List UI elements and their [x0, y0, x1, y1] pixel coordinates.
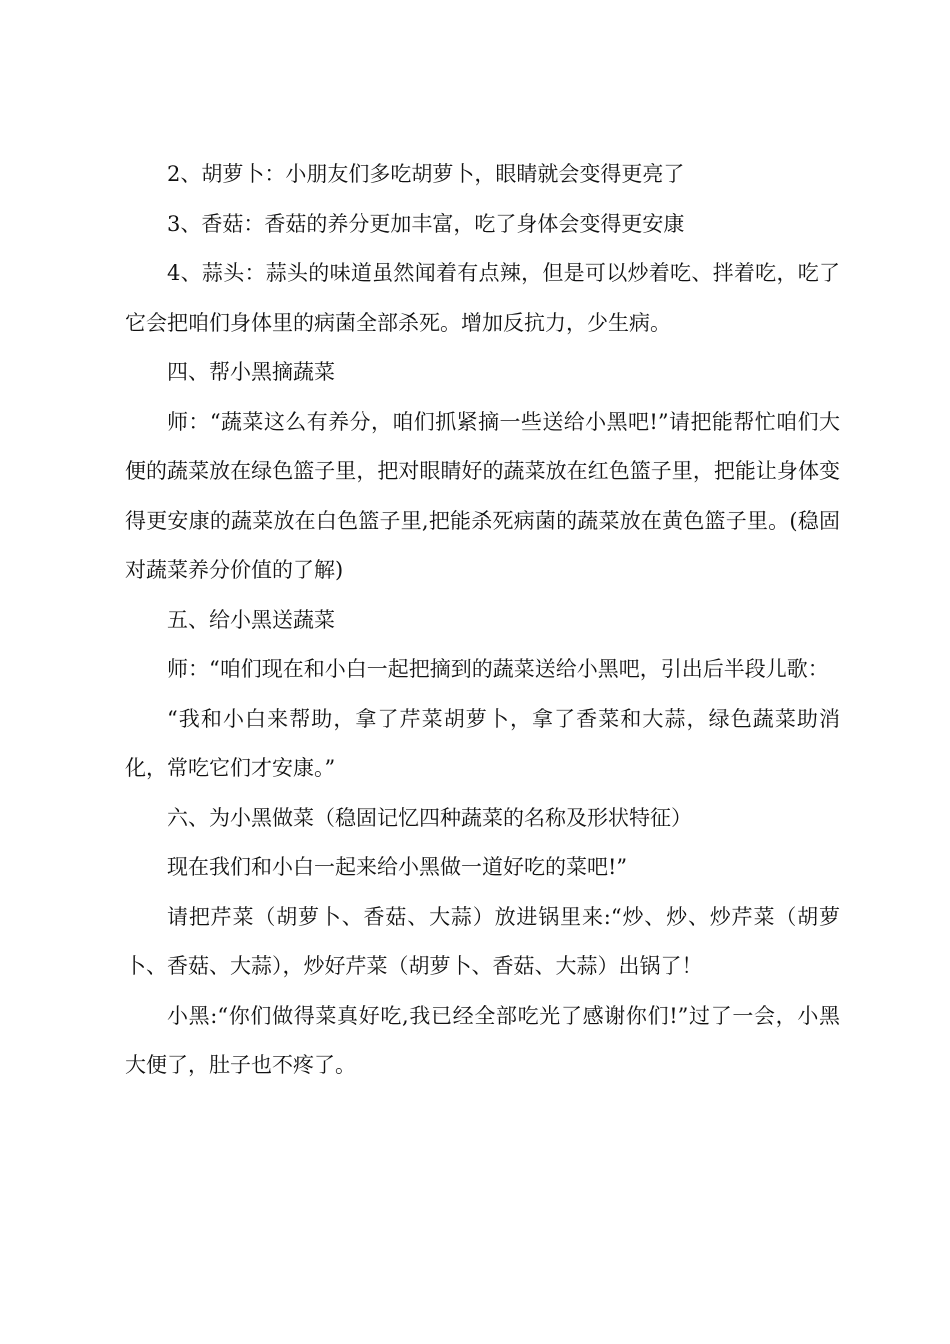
paragraph-teacher-send: 师：“咱们现在和小白一起把摘到的蔬菜送给小黑吧，引出后半段儿歌： [167, 657, 829, 681]
section-heading-pick-vegetables: 四、帮小黑摘蔬菜 [167, 360, 335, 384]
section-heading-send-vegetables: 五、给小黑送蔬菜 [167, 607, 335, 632]
paragraph-mushroom: 3、香菇：香菇的养分更加丰富，吃了身体会变得更安康 [167, 211, 685, 236]
paragraph-garlic: 4、蒜头：蒜头的味道虽然闻着有点辣，但是可以炒着吃、拌着吃，吃了它会把咱们身体里的病菌全部杀死。增加反抗力，少生病。 [125, 261, 840, 335]
paragraph-carrot: 2、胡萝卜：小朋友们多吃胡萝卜，眼睛就会变得更亮了 [167, 162, 685, 186]
paragraph-cook-intro: 现在我们和小白一起来给小黑做一道好吃的菜吧!” [167, 855, 628, 879]
paragraph-cook-steps: 请把芹菜（胡萝卜、香菇、大蒜）放进锅里来:“炒、炒、炒芹菜（胡萝卜、香菇、大蒜），炒好芹菜（胡萝卜、香菇、大蒜）出锅了！ [125, 904, 840, 978]
document-body [125, 150, 840, 1091]
paragraph-xiaohei: 小黑:“你们做得菜真好吃,我已经全部吃光了感谢你们!”过了一会，小黑大便了，肚子也不疼了。 [125, 1003, 840, 1077]
paragraph-teacher-baskets: 师：“蔬菜这么有养分，咱们抓紧摘一些送给小黑吧!”请把能帮忙咱们大便的蔬菜放在绿色篮子里，把对眼睛好的蔬菜放在红色篮子里，把能让身体变得更安康的蔬菜放在白色篮子里,把能杀死病菌的蔬菜放在黄色篮子里。(稳固对蔬菜养分价值的了解) [125, 409, 840, 582]
section-heading-cook: 六、为小黑做菜（稳固记忆四种蔬菜的名称及形状特征） [167, 805, 692, 830]
paragraph-song: “我和小白来帮助，拿了芹菜胡萝卜，拿了香菜和大蒜，绿色蔬菜助消化，常吃它们才安康。” [125, 706, 840, 780]
